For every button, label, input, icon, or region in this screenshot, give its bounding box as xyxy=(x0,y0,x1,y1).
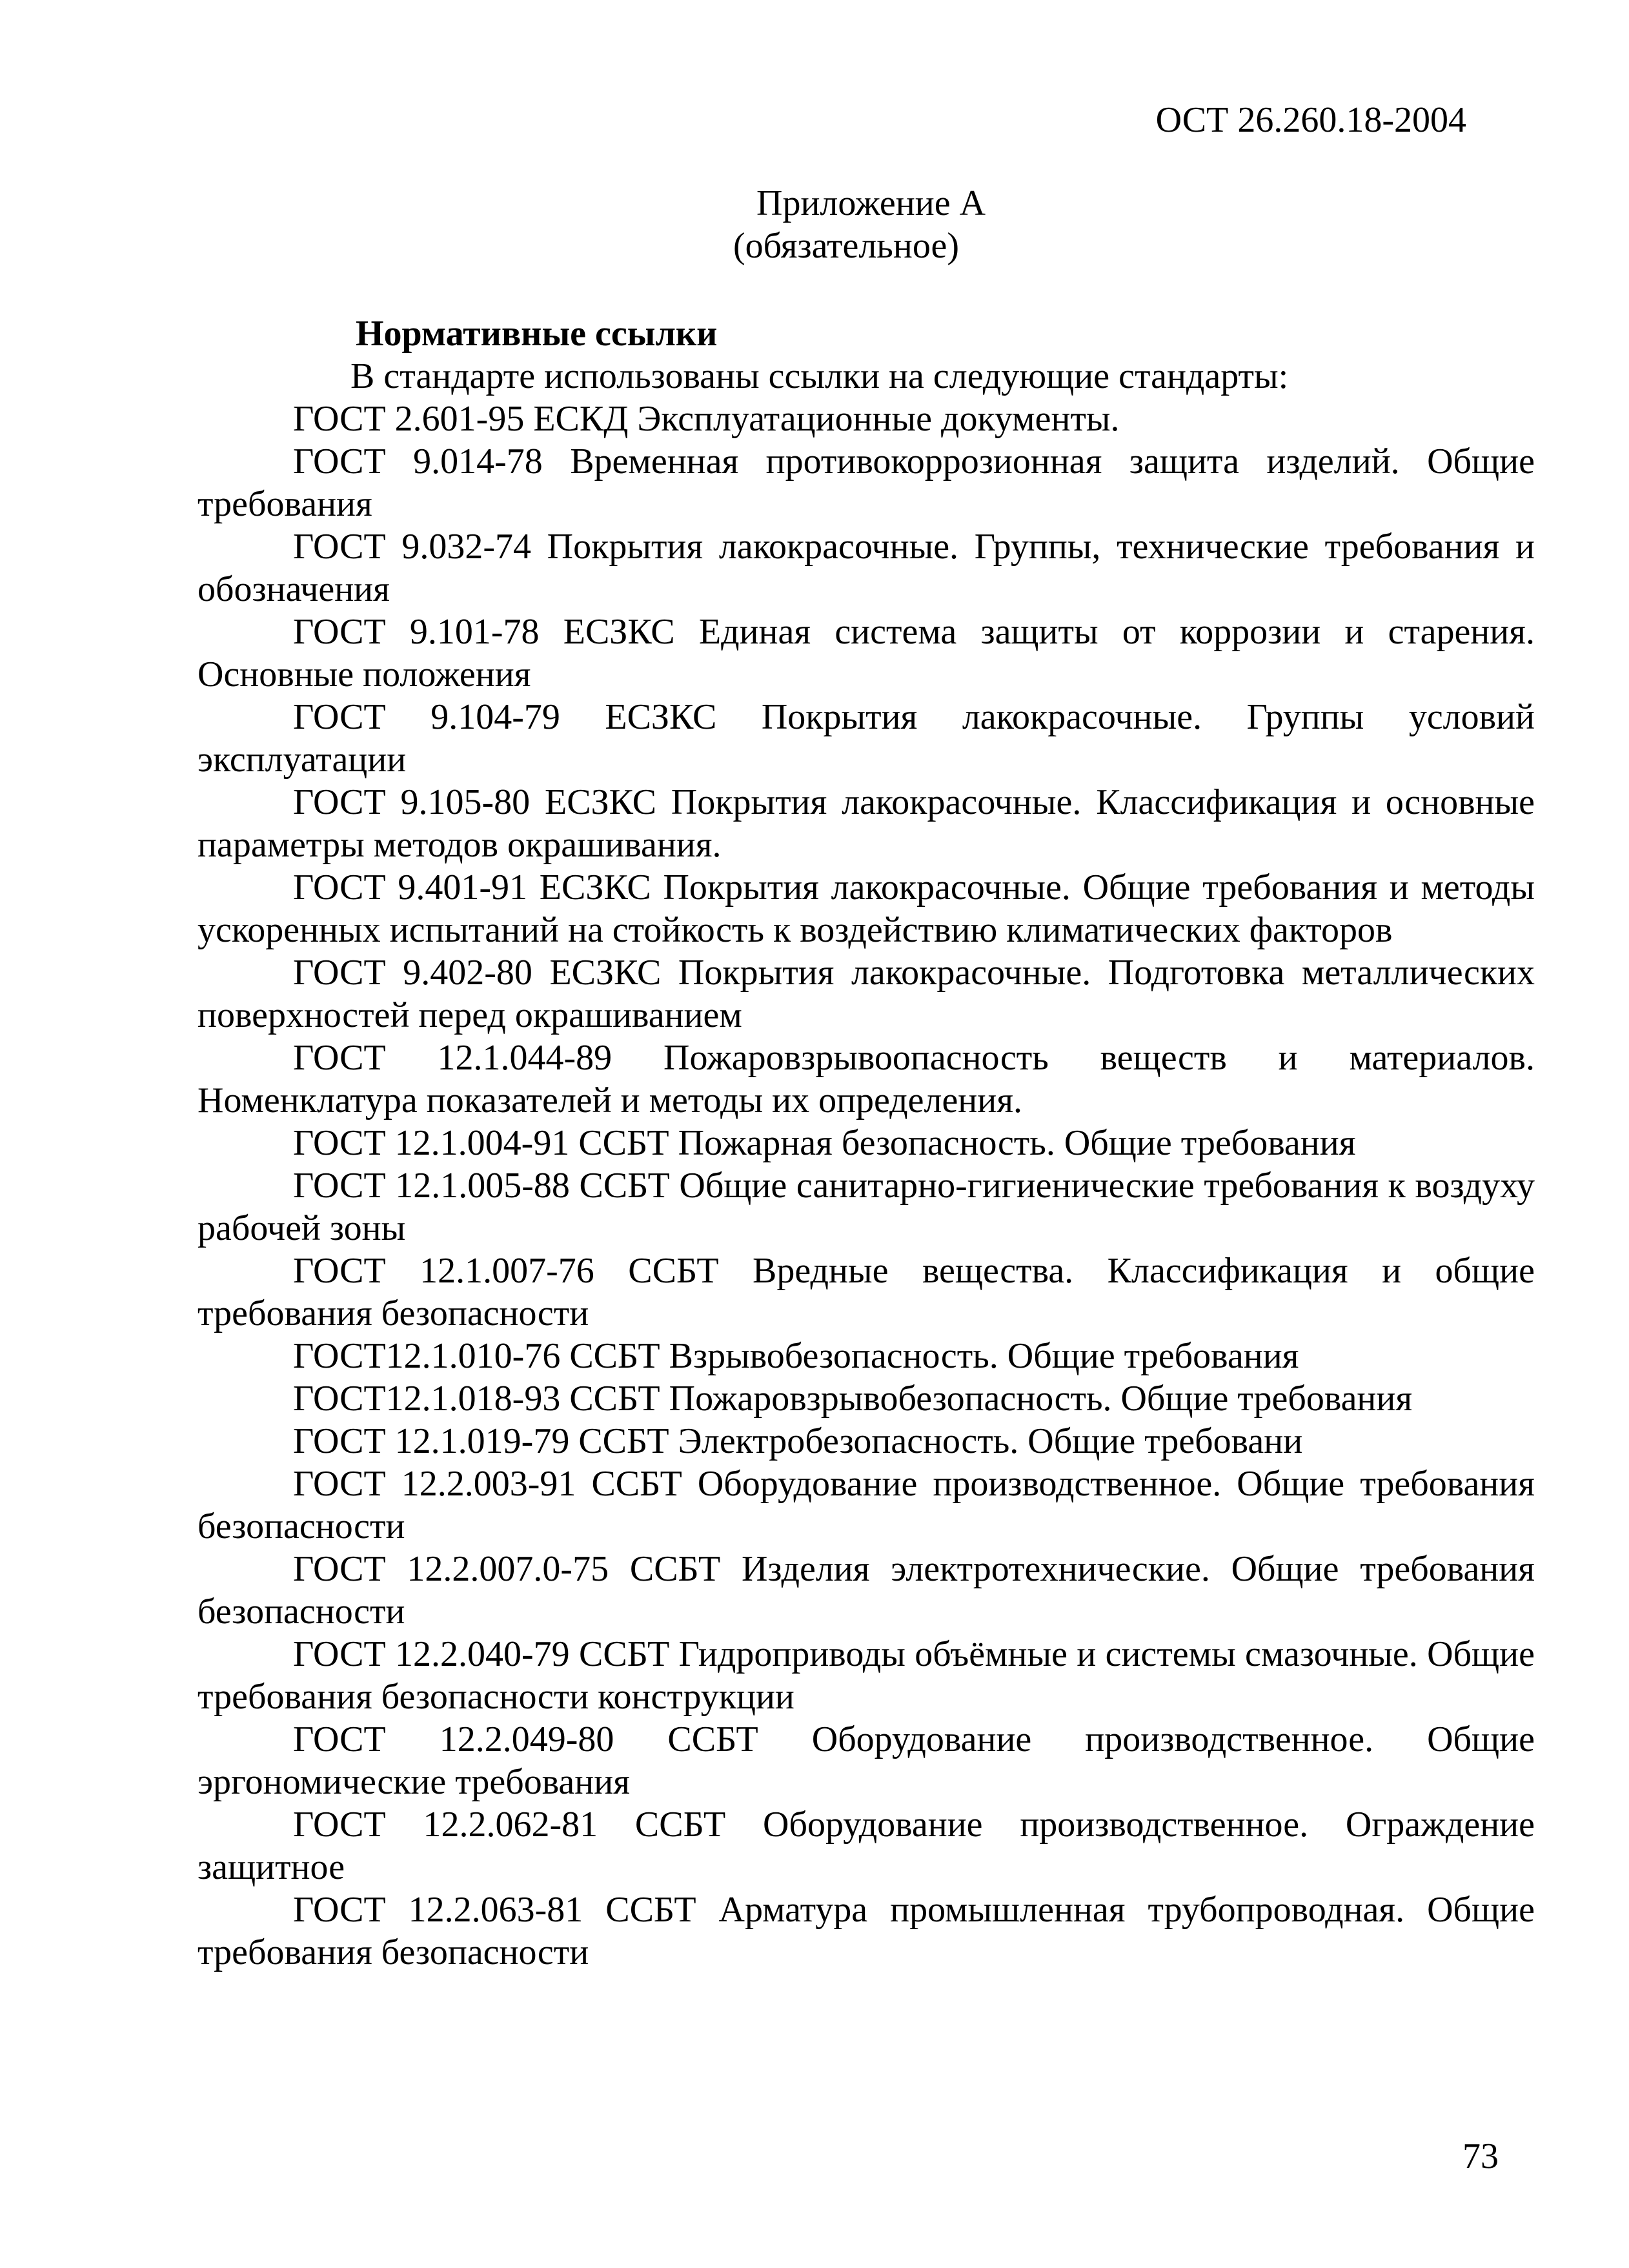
normative-references-section xyxy=(197,312,1535,1974)
reference-item: ГОСТ 9.105-80 ЕСЗКС Покрытия лакокрасочные. Классификация и основные параметры методов окрашивания. xyxy=(197,782,1535,865)
reference-item: ГОСТ 12.2.049-80 ССБТ Оборудование производственное. Общие эргономические требования xyxy=(197,1719,1535,1802)
appendix-status: (обязательное) xyxy=(733,226,959,266)
reference-item: ГОСТ 12.1.004-91 ССБТ Пожарная безопасность. Общие требования xyxy=(293,1123,1356,1163)
reference-item: ГОСТ12.1.010-76 ССБТ Взрывобезопасность. Общие требования xyxy=(293,1336,1299,1376)
reference-item: ГОСТ 12.2.062-81 ССБТ Оборудование производственное. Ограждение защитное xyxy=(197,1805,1535,1887)
reference-item: ГОСТ 12.1.005-88 ССБТ Общие санитарно-гигиенические требования к воздуху рабочей зоны xyxy=(197,1166,1535,1248)
reference-item: ГОСТ 12.1.007-76 ССБТ Вредные вещества. Классификация и общие требования безопасности xyxy=(197,1251,1535,1333)
reference-item: ГОСТ 9.101-78 ЕСЗКС Единая система защиты от коррозии и старения. Основные положения xyxy=(197,612,1535,694)
reference-item: ГОСТ 12.1.044-89 Пожаровзрывоопасность веществ и материалов. Номенклатура показателей и методы их определения. xyxy=(197,1038,1535,1120)
page-number: 73 xyxy=(1462,2136,1499,2176)
reference-item: ГОСТ 12.2.003-91 ССБТ Оборудование производственное. Общие требования безопасности xyxy=(197,1464,1535,1546)
reference-item: ГОСТ 12.2.007.0-75 ССБТ Изделия электротехнические. Общие требования безопасности xyxy=(197,1549,1535,1632)
reference-item: ГОСТ 9.032-74 Покрытия лакокрасочные. Группы, технические требования и обозначения xyxy=(197,527,1535,609)
reference-item: ГОСТ 2.601-95 ЕСКД Эксплуатационные документы. xyxy=(293,399,1120,439)
section-heading: Нормативные ссылки xyxy=(356,314,718,354)
reference-item: ГОСТ 12.1.019-79 ССБТ Электробезопасность. Общие требовани xyxy=(293,1421,1303,1461)
reference-item: ГОСТ 12.2.063-81 ССБТ Арматура промышленная трубопроводная. Общие требования безопасности xyxy=(197,1890,1535,1972)
reference-item: ГОСТ 9.402-80 ЕСЗКС Покрытия лакокрасочные. Подготовка металлических поверхностей перед окрашиванием xyxy=(197,953,1535,1035)
reference-item: ГОСТ12.1.018-93 ССБТ Пожаровзрывобезопасность. Общие требования xyxy=(293,1379,1413,1419)
reference-item: ГОСТ 9.014-78 Временная противокоррозионная защита изделий. Общие требования xyxy=(197,441,1535,524)
appendix-title: Приложение А xyxy=(756,183,986,223)
reference-item: ГОСТ 9.104-79 ЕСЗКС Покрытия лакокрасочные. Группы условий эксплуатации xyxy=(197,697,1535,780)
reference-item: ГОСТ 12.2.040-79 ССБТ Гидроприводы объёмные и системы смазочные. Общие требования безопасности конструкции xyxy=(197,1634,1535,1717)
reference-item: ГОСТ 9.401-91 ЕСЗКС Покрытия лакокрасочные. Общие требования и методы ускоренных испытаний на стойкость к воздействию климатических факторов xyxy=(197,867,1535,950)
section-intro: В стандарте использованы ссылки на следующие стандарты: xyxy=(350,356,1289,396)
appendix-header xyxy=(0,182,1629,267)
document-code: ОСТ 26.260.18-2004 xyxy=(1155,100,1466,140)
